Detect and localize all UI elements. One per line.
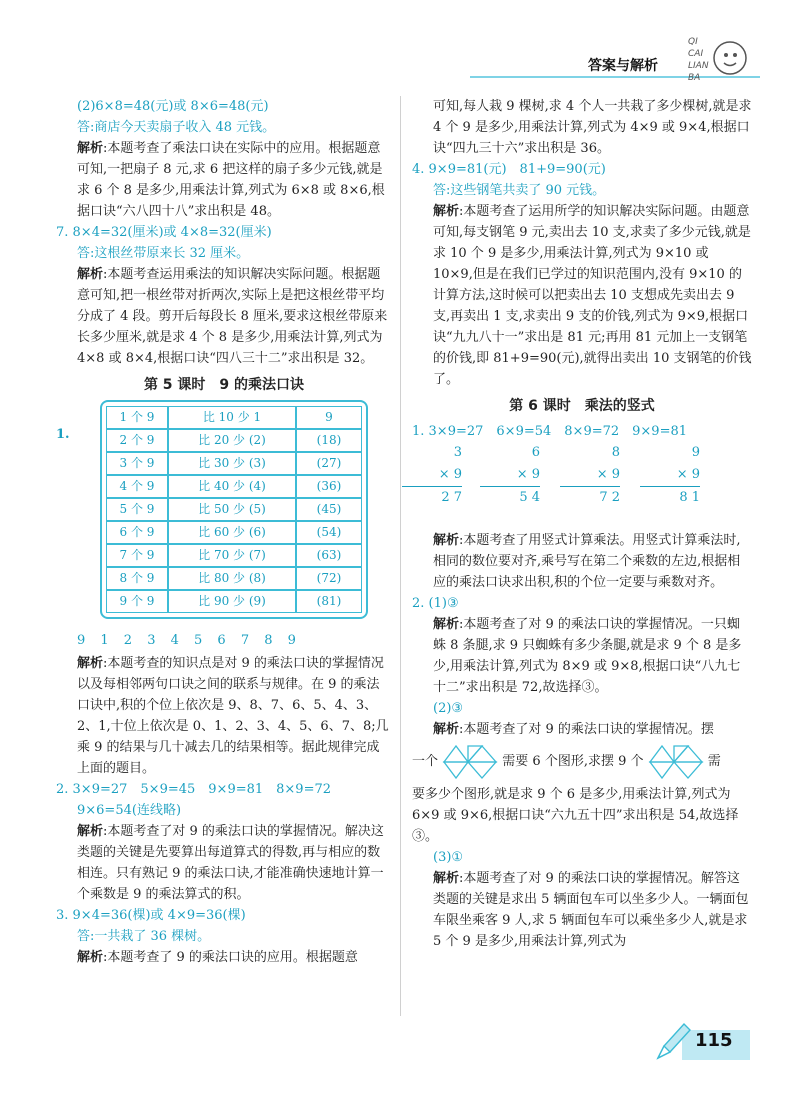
table-cell: 3 个 9 [106, 452, 168, 475]
multiplication-table-block [56, 400, 392, 628]
table-row [106, 544, 362, 567]
table-cell: 比 30 少 (3) [168, 452, 296, 475]
table-row [106, 475, 362, 498]
table-cell: 比 90 少 (9) [168, 590, 296, 613]
answer-sentence: 答:这些钢笔共卖了 90 元钱。 [433, 183, 606, 198]
explanation: 解析:本题考查了乘法口诀在实际中的应用。根据题意可知,一把扇子 8 元,求 6 把这样的扇子多少元钱,就是求 6 个 8 是多少,用乘法计算,列式为 6×8 或 8×6,根据口诀“六八四十八”求出积是 48。 [77, 141, 385, 219]
table-cell: 比 10 少 1 [168, 406, 296, 429]
vertical-multiplication [640, 442, 700, 509]
product: 5 4 [519, 490, 540, 505]
product: 8 1 [679, 490, 700, 505]
section-title-lesson-5: 第 5 课时 9 的乘法口诀 [143, 377, 305, 393]
multiplicand: 8 [611, 445, 620, 460]
svg-text:BA: BA [688, 73, 701, 83]
multiplier: × 9 [560, 464, 620, 487]
table-row [106, 498, 362, 521]
table-cell: 2 个 9 [106, 429, 168, 452]
question-4-answer: 4. 9×9=81(元) 81+9=90(元) [412, 162, 606, 177]
table-cell: 比 80 少 (8) [168, 567, 296, 590]
table-cell: 4 个 9 [106, 475, 168, 498]
table-cell: 7 个 9 [106, 544, 168, 567]
explanation-continued: 可知,每人栽 9 棵树,求 4 个人一共栽了多少棵树,就是求 4 个 9 是多少,用乘法计算,列式为 4×9 或 9×4,根据口诀“四九三十六”求出积是 36。 [433, 99, 752, 156]
question-2-answer: 2. 3×9=27 5×9=45 9×9=81 8×9=72 [56, 782, 332, 797]
question-7-answer: 7. 8×4=32(厘米)或 4×8=32(厘米) [56, 225, 272, 240]
product: 2 7 [441, 490, 462, 505]
product: 7 2 [599, 490, 620, 505]
digit-answers: 9 1 2 3 4 5 6 7 8 9 [77, 633, 296, 648]
table-cell: (63) [296, 544, 362, 567]
question-number: 1. [56, 427, 70, 442]
multiplier: × 9 [480, 464, 540, 487]
vertical-calculations [422, 442, 752, 530]
answer-sentence: 答:商店今天卖扇子收入 48 元钱。 [77, 120, 276, 135]
tangram-shape-icon [648, 742, 704, 782]
table-cell: (27) [296, 452, 362, 475]
pencil-icon [654, 1018, 694, 1064]
tangram-shape-icon [442, 742, 498, 782]
table-row [106, 452, 362, 475]
table-cell: 8 个 9 [106, 567, 168, 590]
table-cell: 9 [296, 406, 362, 429]
table-cell: 5 个 9 [106, 498, 168, 521]
question-2-2-answer: (2)③ [433, 701, 464, 716]
question-3-answer: 3. 9×4=36(棵)或 4×9=36(棵) [56, 908, 246, 923]
table-cell: 6 个 9 [106, 521, 168, 544]
table-cell: 比 40 少 (4) [168, 475, 296, 498]
answer-sentence: 答:一共栽了 36 棵树。 [77, 929, 211, 944]
page-number: 115 [695, 1030, 733, 1051]
explanation: 解析:本题考查的知识点是对 9 的乘法口诀的掌握情况以及每相邻两句口诀之间的联系与规律。在 9 的乘法口诀中,积的个位上依次是 9、8、7、6、5、4、3、2、1,十位上依次是 0、1、2、3、4、5、6、7、8;几乘 9 的结果与几十减去几的结果相等。据此规律完成上面的题目。 [77, 656, 389, 776]
svg-text:LIAN: LIAN [688, 61, 709, 71]
explanation: 解析:本题考查了用竖式计算乘法。用竖式计算乘法时,相同的数位要对齐,乘号写在第二个乘数的左边,根据相应的乘法口诀求出积,积的个位一定要与乘数对齐。 [433, 533, 741, 590]
vertical-multiplication [402, 442, 462, 509]
svg-text:QI: QI [688, 37, 698, 47]
nine-times-table [100, 400, 368, 619]
question-2-1-answer: 2. (1)③ [412, 596, 459, 611]
answer-sentence: 答:这根丝带原来长 32 厘米。 [77, 246, 250, 261]
table-cell: (81) [296, 590, 362, 613]
explanation-with-shapes: 一个 需要 6 个图形,求摆 9 个 需 [412, 740, 752, 784]
answer-line: (2)6×8=48(元)或 8×6=48(元) [77, 99, 269, 114]
table-row [106, 590, 362, 613]
table-cell: 1 个 9 [106, 406, 168, 429]
table-cell: (45) [296, 498, 362, 521]
multiplicand: 6 [531, 445, 540, 460]
column-divider [400, 96, 401, 1016]
table-cell: (36) [296, 475, 362, 498]
table-row [106, 429, 362, 452]
cailianba-logo-icon [686, 28, 752, 88]
multiplier: × 9 [402, 464, 462, 487]
table-cell: 比 50 少 (5) [168, 498, 296, 521]
table-cell: 9 个 9 [106, 590, 168, 613]
question-2-answer-extra: 9×6=54(连线略) [77, 803, 182, 818]
explanation: 解析:本题考查了对 9 的乘法口诀的掌握情况。摆 [433, 722, 714, 737]
vertical-multiplication [480, 442, 540, 509]
section-title-lesson-6: 第 6 课时 乘法的竖式 [509, 398, 655, 414]
page-header [0, 0, 800, 95]
multiplier: × 9 [640, 464, 700, 487]
table-row [106, 567, 362, 590]
table-cell: 比 20 少 (2) [168, 429, 296, 452]
table-row [106, 406, 362, 429]
explanation: 解析:本题考查了对 9 的乘法口诀的掌握情况。一只蜘蛛 8 条腿,求 9 只蜘蛛有多少条腿,就是求 9 个 8 是多少,用乘法计算,列式为 8×9 或 9×8,根据口诀“八九七十二”求出积是 72,故选择③。 [433, 617, 742, 695]
table-cell: (72) [296, 567, 362, 590]
table-cell: (18) [296, 429, 362, 452]
table-cell: (54) [296, 521, 362, 544]
table-row [106, 521, 362, 544]
explanation: 解析:本题考查了对 9 的乘法口诀的掌握情况。解决这类题的关键是先要算出每道算式的得数,再与相应的数相连。只有熟记 9 的乘法口诀,才能准确快速地计算一个乘数是 9 的乘法算式的积。 [77, 824, 384, 902]
explanation-continued: 要多少个图形,就是求 9 个 6 是多少,用乘法计算,列式为 6×9 或 9×6,根据口诀“六九五十四”求出积是 54,故选择③。 [412, 787, 739, 844]
header-title: 答案与解析 [588, 58, 658, 74]
multiplicand: 9 [691, 445, 700, 460]
right-column [412, 96, 752, 952]
multiplicand: 3 [453, 445, 462, 460]
explanation: 解析:本题考查了 9 的乘法口诀的应用。根据题意 [77, 950, 358, 965]
table-cell: 比 70 少 (7) [168, 544, 296, 567]
vertical-multiplication [560, 442, 620, 509]
table-cell: 比 60 少 (6) [168, 521, 296, 544]
svg-text:CAI: CAI [688, 49, 704, 59]
explanation: 解析:本题考查了对 9 的乘法口诀的掌握情况。解答这类题的关键是求出 5 辆面包车可以坐多少人。一辆面包车限坐乘客 9 人,求 5 辆面包车可以乘坐多少人,就是求 5 个 9 是多少,用乘法计算,列式为 [433, 871, 749, 949]
explanation: 解析:本题考查了运用所学的知识解决实际问题。由题意可知,每支钢笔 9 元,卖出去 10 支,求卖了多少元钱,就是求 10 个 9 是多少,用乘法计算,列式为 9×10 或 10×9,但是在我们已学过的知识范围内,没有 9×10 的计算方法,这时候可以把卖出去 10 支想成先卖出去 9 支,再卖出 1 支,求卖出 9 支的价钱,列式为 9×9,根据口诀“九九八十一”求出是 81 元;再用 81 元加上一支钢笔的价钱,即 81+9=90(元),就得出卖出 10 支钢笔的价钱了。 [433, 204, 752, 387]
left-column [56, 96, 392, 968]
explanation: 解析:本题考查运用乘法的知识解决实际问题。根据题意可知,把一根丝带对折两次,实际上是把这根丝带平均分成了 4 段。剪开后每段长 8 厘米,要求这根丝带原来长多少厘米,就是求 4 个 8 是多少,用乘法计算,列式为 4×8 或 8×4,根据口诀“四八三十二”求出积是 32。 [77, 267, 388, 366]
question-2-3-answer: (3)① [433, 850, 464, 865]
question-1-answer: 1. 3×9=27 6×9=54 8×9=72 9×9=81 [412, 424, 688, 439]
